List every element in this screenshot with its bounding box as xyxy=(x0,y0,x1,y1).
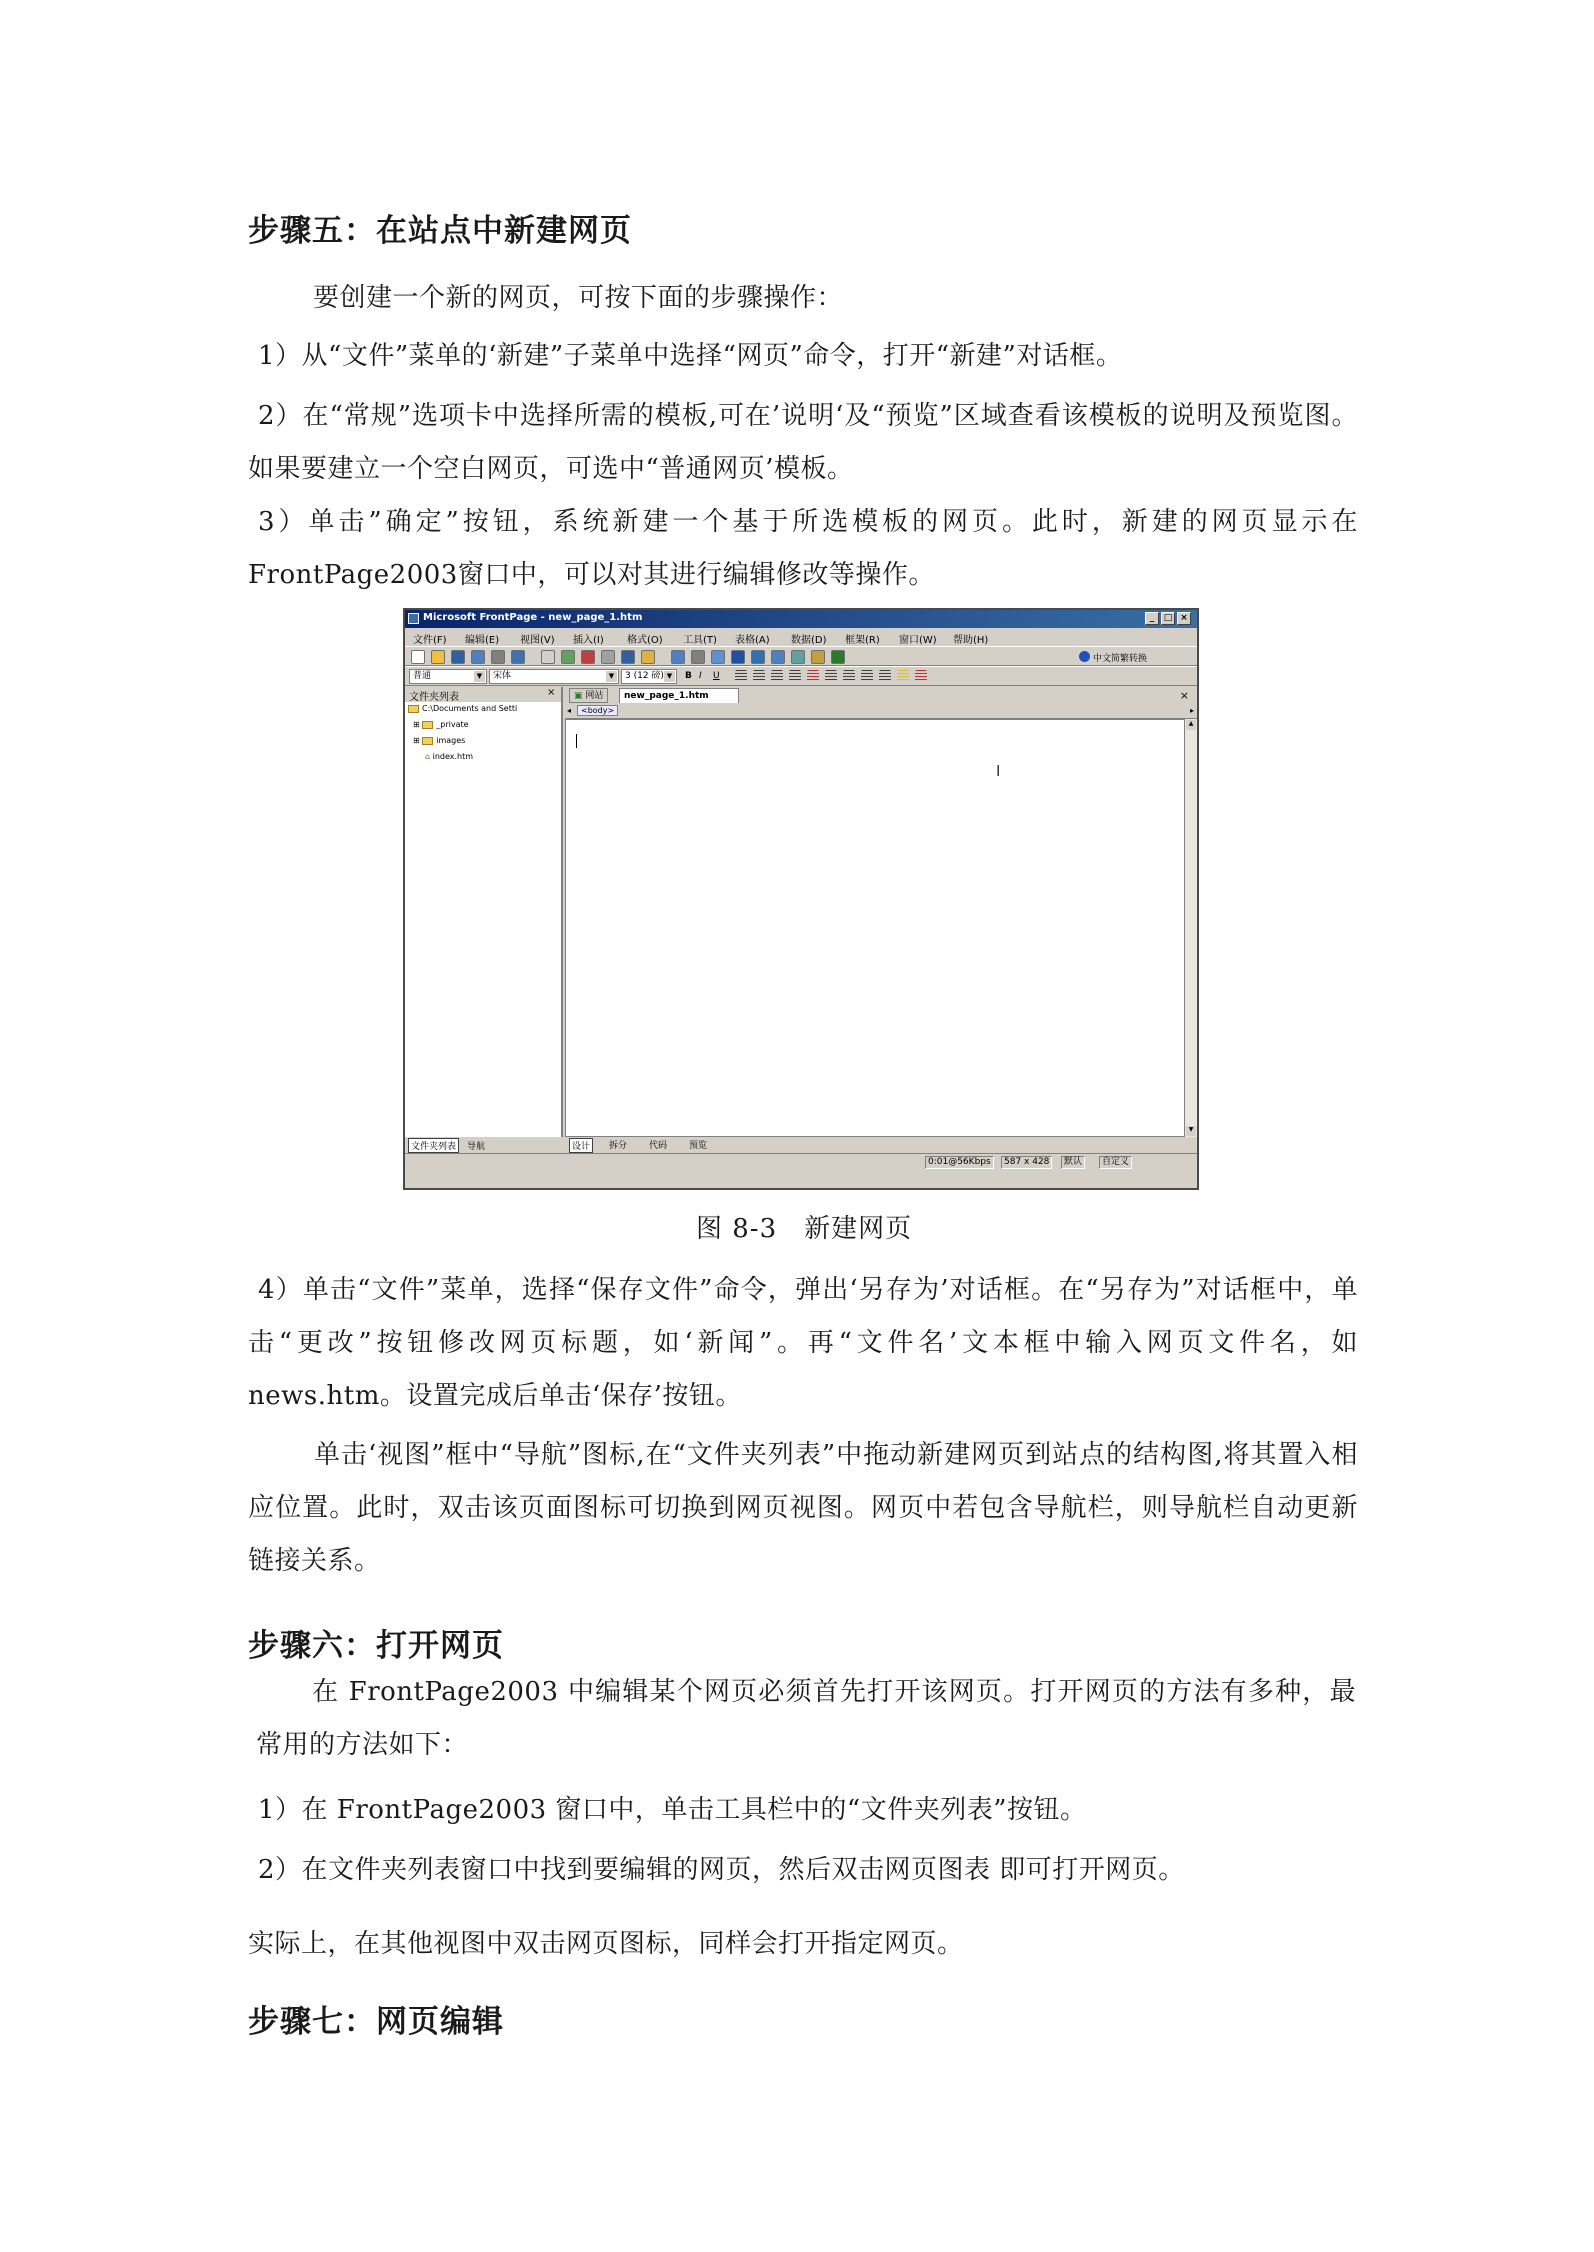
bold-button[interactable]: B xyxy=(685,671,692,681)
figure-caption: 图 8-3 新建网页 xyxy=(696,1214,913,1244)
step-item-3: 3）单击”确定”按钮，系统新建一个基于所选模板的网页。此时，新建的网页显示在FrontPage2003窗口中，可以对其进行编辑修改等操作。 xyxy=(248,507,1358,590)
folder-list-header xyxy=(405,687,561,702)
font-size-select[interactable] xyxy=(621,669,677,684)
underline-button[interactable]: U xyxy=(713,671,720,681)
format-button-icon[interactable] xyxy=(843,670,855,682)
toolbar-button-icon[interactable] xyxy=(621,650,635,664)
format-button-icon[interactable] xyxy=(897,670,909,682)
toolbar-button-icon[interactable] xyxy=(601,650,615,664)
menu-item-3[interactable]: 插入(I) xyxy=(573,635,604,646)
style-select[interactable] xyxy=(409,669,487,684)
folder-icon xyxy=(422,721,433,729)
tab-split[interactable]: 拆分 xyxy=(609,1141,628,1151)
menu-item-6[interactable]: 表格(A) xyxy=(735,635,770,646)
status-default[interactable]: 默认 xyxy=(1061,1156,1085,1169)
toolbar-button-icon[interactable] xyxy=(541,650,555,664)
paragraph-navigation: 单击‘视图”框中“导航”图标,在“文件夹列表”中拖动新建网页到站点的结构图,将其置入相应位置。此时，双击该页面图标可切换到网页视图。网页中若包含导航栏，则导航栏自动更新链接关系。 xyxy=(248,1440,1358,1576)
format-button-icon[interactable] xyxy=(879,670,891,682)
menu-item-9[interactable]: 窗口(W) xyxy=(899,635,937,646)
tree-item-label: images xyxy=(436,736,466,745)
frontpage-screenshot xyxy=(403,608,1199,1190)
format-button-icon[interactable] xyxy=(735,670,747,682)
italic-button[interactable]: I xyxy=(699,671,702,681)
text-cursor xyxy=(576,734,577,748)
tree-item-label: _private xyxy=(436,720,469,729)
toolbar-button-icon[interactable] xyxy=(561,650,575,664)
app-icon xyxy=(408,613,419,624)
toolbar-button-icon[interactable] xyxy=(471,650,485,664)
format-button-icon[interactable] xyxy=(825,670,837,682)
window-titlebar xyxy=(405,610,1197,628)
folder-list-title: 文件夹列表 xyxy=(409,692,459,703)
convert-label: 中文简繁转换 xyxy=(1093,654,1148,664)
close-button[interactable]: × xyxy=(1177,612,1191,625)
menu-bar xyxy=(405,628,1197,646)
menu-item-5[interactable]: 工具(T) xyxy=(683,635,717,646)
tab-new-page[interactable]: new_page_1.htm xyxy=(619,688,739,703)
tab-code[interactable]: 代码 xyxy=(649,1141,668,1151)
toolbar-button-icon[interactable] xyxy=(451,650,465,664)
tree-root[interactable] xyxy=(408,704,517,713)
paragraph-intro: 要创建一个新的网页，可按下面的步骤操作： xyxy=(313,283,844,313)
formatting-toolbar xyxy=(405,666,1197,686)
paragraph-open-intro: 在 FrontPage2003 中编辑某个网页必须首先打开该网页。打开网页的方法有多种，最常用的方法如下： xyxy=(256,1677,1356,1760)
toolbar-button-icon[interactable] xyxy=(731,650,745,664)
tree-root-label: C:\Documents and Setti xyxy=(422,704,518,713)
tab-preview[interactable]: 预览 xyxy=(689,1141,708,1151)
step-item-1: 1）从“文件”菜单的‘新建”子菜单中选择“网页”命令，打开“新建”对话框。 xyxy=(258,341,1123,371)
minimize-button[interactable]: _ xyxy=(1145,612,1159,625)
open-step-2: 2）在文件夹列表窗口中找到要编辑的网页，然后双击网页图表 即可打开网页。 xyxy=(258,1855,1185,1885)
folder-list-pane xyxy=(405,687,563,1152)
toolbar-button-icon[interactable] xyxy=(671,650,685,664)
close-document-icon[interactable]: × xyxy=(1179,689,1189,702)
font-value: 宋体 xyxy=(493,671,512,681)
heading-step7: 步骤七：网页编辑 xyxy=(248,2004,504,2040)
menu-item-4[interactable]: 格式(O) xyxy=(627,635,663,646)
view-tabs xyxy=(565,1137,1197,1152)
home-page-icon: ⌂ xyxy=(425,752,431,761)
format-button-icon[interactable] xyxy=(789,670,801,682)
paragraph-open-note: 实际上，在其他视图中双击网页图标，同样会打开指定网页。 xyxy=(248,1929,964,1959)
format-button-icon[interactable] xyxy=(771,670,783,682)
toolbar-button-icon[interactable] xyxy=(431,650,445,664)
chevron-down-icon: ▼ xyxy=(474,671,485,682)
format-button-icon[interactable] xyxy=(915,670,927,682)
toolbar-button-icon[interactable] xyxy=(711,650,725,664)
tab-folder-list[interactable]: 文件夹列表 xyxy=(408,1138,459,1153)
format-button-icon[interactable] xyxy=(861,670,873,682)
left-pane-tabs xyxy=(405,1137,563,1152)
tab-navigation[interactable]: 导航 xyxy=(467,1142,486,1152)
website-icon: ▣ xyxy=(574,691,583,701)
body-tag[interactable]: <body> xyxy=(577,705,618,716)
heading-step5: 步骤五：在站点中新建网页 xyxy=(248,213,632,249)
toolbar-button-icon[interactable] xyxy=(581,650,595,664)
toolbar-button-icon[interactable] xyxy=(771,650,785,664)
tab-website-label: 网站 xyxy=(585,691,604,701)
chevron-down-icon: ▼ xyxy=(606,671,617,682)
toolbar-button-icon[interactable] xyxy=(751,650,765,664)
vertical-scrollbar[interactable] xyxy=(1185,719,1197,1137)
toolbar-button-icon[interactable] xyxy=(491,650,505,664)
menu-item-7[interactable]: 数据(D) xyxy=(791,635,827,646)
tree-item-private[interactable]: ⊞ _private xyxy=(413,720,469,729)
open-step-1: 1）在 FrontPage2003 窗口中，单击工具栏中的“文件夹列表”按钮。 xyxy=(258,1795,1087,1825)
close-pane-icon[interactable]: × xyxy=(547,687,556,698)
quick-tag-bar xyxy=(565,704,1197,719)
menu-item-10[interactable]: 帮助(H) xyxy=(953,635,989,646)
status-custom[interactable]: 自定义 xyxy=(1099,1156,1132,1169)
maximize-button[interactable]: □ xyxy=(1161,612,1175,625)
tag-right-arrow-icon[interactable]: ▸ xyxy=(1189,706,1194,715)
menu-item-0[interactable]: 文件(F) xyxy=(413,635,447,646)
status-page-size: 587 x 428 xyxy=(1001,1156,1052,1169)
menu-item-8[interactable]: 框架(R) xyxy=(845,635,880,646)
tag-left-arrow-icon[interactable]: ◂ xyxy=(567,706,572,715)
font-select[interactable] xyxy=(489,669,619,684)
convert-icon xyxy=(1079,651,1090,662)
font-size-value: 3 (12 磅) xyxy=(625,671,664,681)
step-item-2: 2）在“常规”选项卡中选择所需的模板,可在’说明‘及“预览”区域查看该模板的说明及预览图。如果要建立一个空白网页，可选中“普通网页’模板。 xyxy=(248,401,1358,484)
convert-button[interactable] xyxy=(1079,651,1147,664)
menu-item-2[interactable]: 视图(V) xyxy=(520,635,555,646)
tab-website[interactable] xyxy=(569,688,608,703)
format-button-icon[interactable] xyxy=(753,670,765,682)
heading-step6: 步骤六：打开网页 xyxy=(248,1628,504,1664)
folder-icon xyxy=(422,737,433,745)
tree-item-label: index.htm xyxy=(432,752,474,761)
scroll-down-icon[interactable]: ▼ xyxy=(1186,1126,1196,1136)
menu-item-1[interactable]: 编辑(E) xyxy=(465,635,500,646)
toolbar-button-icon[interactable] xyxy=(691,650,705,664)
toolbar-button-icon[interactable] xyxy=(831,650,845,664)
format-button-icon[interactable] xyxy=(807,670,819,682)
folder-icon xyxy=(408,705,419,713)
toolbar-button-icon[interactable] xyxy=(511,650,525,664)
step-item-4: 4）单击“文件”菜单，选择“保存文件”命令，弹出‘另存为’对话框。在“另存为”对话框中，单击“更改”按钮修改网页标题，如‘新闻”。再“文件名’文本框中输入网页文件名，如 news.htm。设置完成后单击‘保存’按钮。 xyxy=(248,1275,1358,1411)
toolbar-button-icon[interactable] xyxy=(641,650,655,664)
status-download-time: 0:01@56Kbps xyxy=(925,1156,994,1169)
style-value: 普通 xyxy=(413,671,432,681)
page-editor[interactable] xyxy=(565,719,1185,1137)
toolbar-button-icon[interactable] xyxy=(411,650,425,664)
window-title: Microsoft FrontPage - new_page_1.htm xyxy=(423,612,643,623)
tree-item-images[interactable]: ⊞ images xyxy=(413,736,466,745)
toolbar-button-icon[interactable] xyxy=(791,650,805,664)
i-beam-cursor-icon: I xyxy=(996,762,1001,780)
toolbar-button-icon[interactable] xyxy=(811,650,825,664)
tab-design[interactable]: 设计 xyxy=(569,1138,593,1153)
document-tabs xyxy=(565,687,1197,704)
chevron-down-icon: ▼ xyxy=(664,671,675,682)
status-bar xyxy=(405,1153,1197,1171)
scroll-up-icon[interactable]: ▲ xyxy=(1186,720,1196,730)
tree-item-index[interactable] xyxy=(425,752,473,761)
standard-toolbar xyxy=(405,646,1197,666)
